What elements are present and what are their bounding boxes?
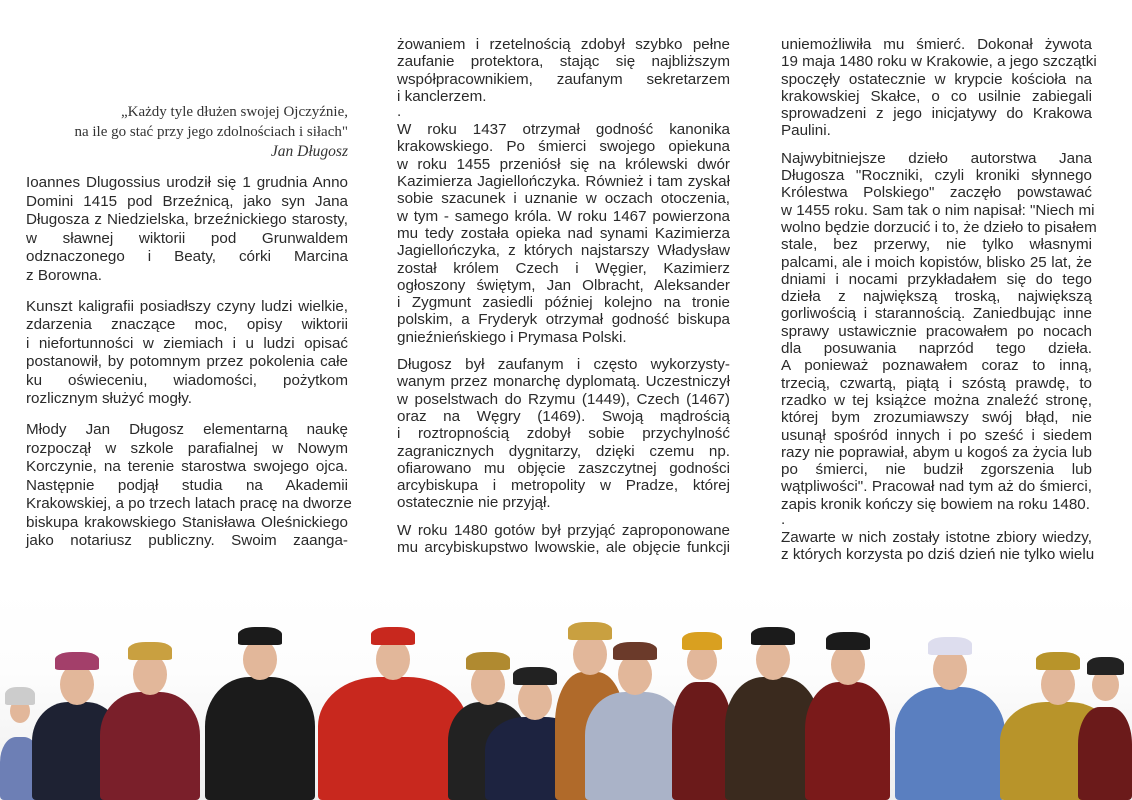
epigraph-quote [60, 102, 348, 162]
text-line: zagranicznych dygnitarzy, dzięki czemu np. [397, 442, 730, 460]
text-line: sprawy ustawicznie pracowałem po nocach [781, 322, 1092, 340]
text-line: Kazimierza Jagiellończyka. Również i tam zyskał [397, 173, 730, 191]
text-line: w tym - samego króla. W roku 1467 powierzona [397, 207, 730, 225]
text-line: stale, bez przerwy, nie tylko własnymi [781, 236, 1092, 254]
text-line: wanym przez monarchę dyplomatą. Uczestniczył [397, 373, 730, 391]
text-line: trzecią, czwartą, piątą i szóstą prawdę, to [781, 374, 1092, 392]
text-line: . [397, 103, 402, 121]
text-line: w 1455 roku. Sam tak o nim napisał: "Niech mi [781, 201, 1095, 219]
text-line: ku oświeceniu, wiadomości, pożytkom [26, 371, 348, 389]
text-line: Zawarte w nich zostały istotne zbiory wiedzy, [781, 529, 1092, 547]
costumed-person [585, 640, 685, 800]
paragraph-separator [781, 513, 1092, 529]
text-line: postanowił, by potomnym przez pokolenia całe [26, 353, 348, 370]
text-line: . [781, 511, 786, 529]
paragraph [781, 149, 1097, 513]
text-line: Jagiellończyka, z których najstarszy Władysław [397, 242, 730, 260]
text-line: ofiarowano mu objęcie zaszczytnej godności [397, 459, 730, 477]
text-line: Korczynie, na terenie starostwa swojego ojca. [26, 458, 348, 475]
quote-line: na ile go stać przy jego zdolnościach i siłach" [74, 124, 348, 140]
text-line: dniami i nocami przykładałem się do tego [781, 270, 1092, 288]
text-line: W roku 1437 otrzymał godność kanonika [397, 121, 730, 139]
text-line: krakowskiego. Po śmierci swojego opiekuna [397, 138, 730, 156]
text-line: uniemożliwiła mu śmierć. Dokonał żywota [781, 36, 1092, 53]
text-line: Krakowskiej, a po trzech latach pracę na dworze [26, 495, 352, 512]
paragraph [397, 36, 730, 105]
text-line: Długosza z Niedzielska, brzeźnickiego starosty, [26, 211, 348, 228]
text-line: rozlicznym służyć mogły. [26, 390, 192, 407]
quote-author: Jan Długosz [270, 143, 348, 160]
text-line: Długosz był zaufanym i często wykorzysty- [397, 356, 730, 374]
text-line: Ioannes Dlugossius urodził się 1 grudnia Anno [26, 174, 348, 191]
text-line: Młody Jan Długosz elementarną naukę [26, 421, 348, 438]
text-line: gorliwością i starannością. Zaniedbując inne [781, 305, 1092, 323]
text-line: wolno będzie dorzucić i to, że dzieło to pisałem [781, 218, 1097, 236]
text-line: zaufanie protektora, stając się najbliższym [397, 53, 730, 71]
text-line: rzadko w tej książce można znaleźć stronę, [781, 391, 1092, 409]
text-line: sobie szacunek i uznanie w oczach otoczenia, [397, 190, 730, 208]
text-line: której bym zrozumiawszy swój błąd, nie [781, 409, 1092, 427]
text-line: z których korzysta po dziś dzień nie tylko wielu [781, 546, 1095, 564]
text-line: A ponieważ poznawałem coraz to inną, [781, 357, 1092, 375]
text-column-2 [397, 36, 730, 556]
text-line: Królestwa Polskiego" zaczęło powstawać [781, 184, 1092, 202]
costumed-person [318, 625, 468, 800]
text-column-3 [781, 36, 1097, 564]
text-line: i roztropnością zdobył sobie przychylność [397, 425, 730, 443]
text-line: po śmierci, nie budził zgorszenia lub [781, 461, 1092, 479]
text-line: W roku 1480 gotów był przyjąć zaproponowane [397, 521, 730, 539]
text-line: arcybiskupa i metropolity w Pradze, której [397, 477, 730, 495]
text-line: polskim, a Fryderyk otrzymał godność biskupa [397, 311, 730, 329]
text-line: oraz na Węgry (1469). Swoją mądrością [397, 407, 730, 425]
text-line: usunął spośród innych i po sześć i siedem [781, 426, 1092, 444]
text-line: z Borowna. [26, 266, 102, 284]
text-line: palcami, ale i moich kopistów, blisko 25 lat, że [781, 253, 1092, 271]
paragraph [26, 298, 348, 409]
paragraph [781, 529, 1095, 564]
text-line: zdarzenia znaczące moc, opisy wiktorii [26, 316, 348, 333]
text-line: został królem Czech i Węgier, Kazimierz [397, 259, 730, 277]
text-line: Długosza "Roczniki, czyli kroniki słynnego [781, 167, 1092, 185]
costumed-group-photo [0, 588, 1132, 800]
text-line: jako notariusz publiczny. Swoim zaanga- [26, 532, 348, 549]
text-column-1 [26, 174, 352, 551]
paragraph [26, 421, 352, 551]
paragraph [397, 522, 730, 557]
text-line: sprowadzeni z jego inicjatywy do Krakowa [781, 105, 1092, 123]
text-line: Kunszt kaligrafii posiadłszy czyny ludzi wielkie, [26, 297, 348, 315]
text-line: Paulini. [781, 122, 831, 140]
text-line: współpracownikiem, zaufanym sekretarzem [397, 70, 730, 88]
text-line: gnieźnieńskiego i Prymasa Polski. [397, 328, 627, 346]
text-line: razy nie poprawiał, abym u kogoś za życia lub [781, 443, 1092, 461]
text-line: i Zygmunt zasiedli później kolejno na tronie [397, 294, 730, 312]
paragraph [397, 356, 730, 512]
text-line: Najwybitniejsze dzieło autorstwa Jana [781, 149, 1092, 167]
costumed-person [205, 625, 315, 800]
text-line: dzieła z największą troską, największą [781, 288, 1092, 306]
text-line: ogłoszony świętym, Jan Olbracht, Aleksander [397, 276, 730, 294]
costumed-person [100, 640, 200, 800]
costumed-person [805, 630, 890, 800]
text-line: wątpliwości". Pracował nad tym aż do śmierci, [781, 478, 1092, 496]
costumed-person [1078, 655, 1132, 800]
text-line: biskupa krakowskiego Stanisława Oleśnickiego [26, 513, 348, 531]
text-line: i kanclerzem. [397, 87, 487, 105]
paragraph [26, 174, 348, 285]
text-line: mu tedy została opieka nad synami Kazimierza [397, 224, 730, 242]
text-line: mu arcybiskupstwo lwowskie, ale objęcie funkcji [397, 539, 730, 557]
text-line: w sławnej wiktorii pod Grunwaldem [26, 229, 348, 247]
text-line: w roku 1455 przeniósł się na królewski dwór [397, 155, 730, 173]
quote-line: „Każdy tyle dłużen swojej Ojczyźnie, [121, 104, 348, 120]
paragraph [781, 36, 1097, 140]
text-line: Domini 1415 pod Brzeźnicą, jako syn Jana [26, 192, 348, 210]
paragraph [397, 121, 730, 346]
text-line: zapis kronik kończy się bowiem na roku 1480. [781, 495, 1090, 513]
text-line: rozpoczął w szkole parafialnej w Nowym [26, 439, 348, 457]
text-line: ostatecznie nie przyjął. [397, 494, 551, 512]
costumed-person [895, 635, 1005, 800]
text-line: 19 maja 1480 roku w Krakowie, a jego szczątki [781, 53, 1097, 71]
text-line: odznaczonego i Beaty, córki Marcina [26, 248, 348, 265]
text-line: spoczęły ostatecznie w krypcie kościoła na [781, 70, 1092, 88]
text-line: krakowskiej Skałce, o co usilnie zabiegali [781, 87, 1092, 105]
text-line: i niefortunności w ziemiach i u ludzi opisać [26, 334, 348, 352]
text-line: dla posuwania naprzód tego dzieła. [781, 340, 1092, 358]
costumed-person [672, 630, 732, 800]
text-line: w poselstwach do Rzymu (1449), Czech (1467) [397, 390, 730, 408]
text-line: żowaniem i rzetelnością zdobył szybko pełne [397, 36, 730, 53]
paragraph-separator [397, 105, 730, 121]
text-line: Następnie podjął studia na Akademii [26, 476, 348, 494]
